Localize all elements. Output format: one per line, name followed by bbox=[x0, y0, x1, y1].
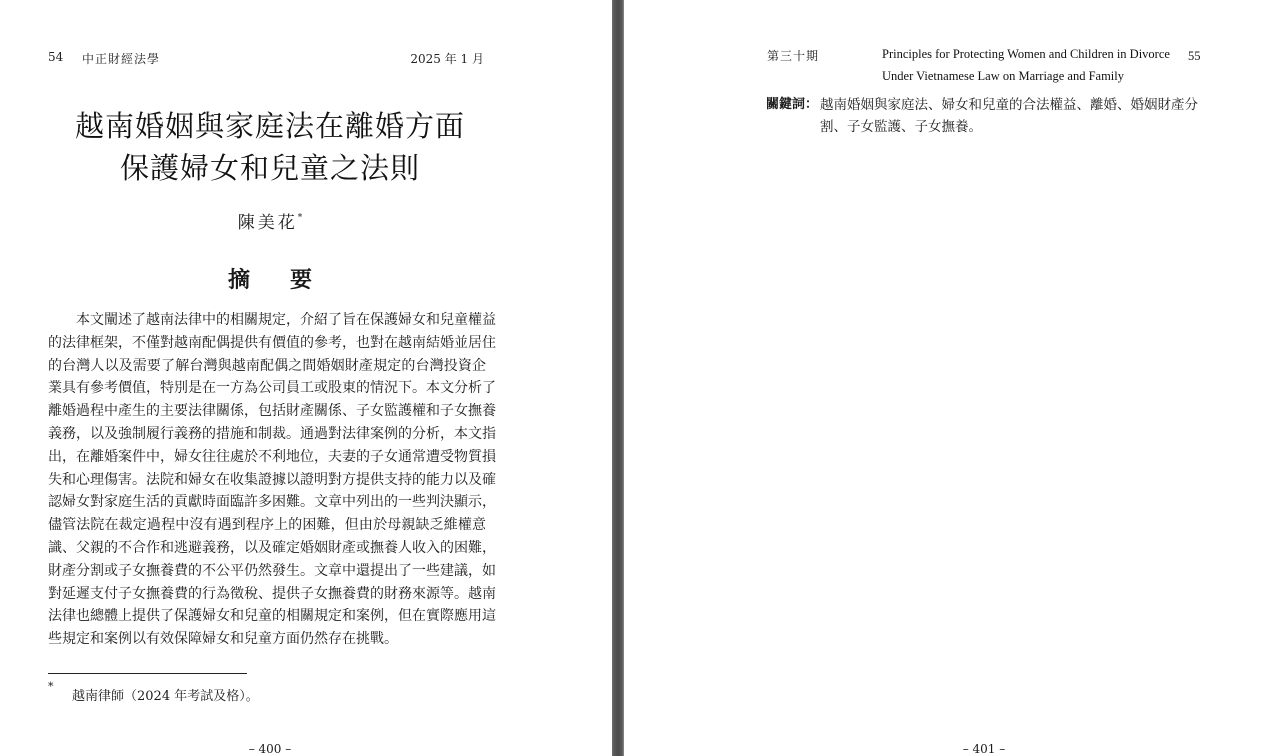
footnote-mark: * bbox=[48, 680, 54, 693]
abstract-line: 的台灣人以及需要了解台灣與越南配偶之間婚姻財產規定的台灣投資企 bbox=[48, 357, 486, 374]
author-name: 陳美花 bbox=[237, 213, 298, 233]
article-title-line-1: 越南婚姻與家庭法在離婚方面 bbox=[74, 109, 465, 143]
journal-name: 中正財經法學 bbox=[82, 52, 161, 66]
right-folio-text: – 401 – bbox=[962, 742, 1006, 756]
abstract-line: 些規定和案例以有效保障婦女和兒童方面仍然存在挑戰。 bbox=[48, 631, 398, 648]
abstract-line: 的法律框架，不僅對越南配偶提供有價值的參考，也對在越南結婚並居住 bbox=[48, 334, 496, 351]
abstract-heading: 摘要 bbox=[227, 268, 352, 293]
issue-number: 第三十期 bbox=[767, 49, 820, 63]
author-line bbox=[0, 208, 540, 233]
left-page-number: 54 bbox=[48, 50, 64, 64]
footnote-text: 越南律師（2024 年考試及格）。 bbox=[72, 689, 259, 704]
footnote-rule bbox=[48, 673, 247, 674]
left-page bbox=[0, 0, 612, 756]
running-title-line-2: Under Vietnamese Law on Marriage and Family bbox=[882, 69, 1124, 83]
keywords-line-2: 割、子女監護、子女撫養。 bbox=[820, 119, 982, 135]
abstract-line: 對延遲支付子女撫養費的行為徵稅、提供子女撫養費的財務來源等。越南 bbox=[48, 585, 496, 602]
abstract-line: 出，在離婚案件中，婦女往往處於不利地位，夫妻的子女通常遭受物質損 bbox=[48, 448, 496, 465]
running-title-line-1: Principles for Protecting Women and Children in Divorce bbox=[882, 47, 1170, 61]
article-title-line-2: 保護婦女和兒童之法則 bbox=[119, 151, 420, 185]
right-page-folio bbox=[624, 742, 1275, 756]
abstract-line: 離婚過程中產生的主要法律關係，包括財產關係、子女監護權和子女撫養 bbox=[48, 403, 496, 420]
right-page-number: 55 bbox=[1188, 49, 1201, 63]
abstract-line: 儘管法院在裁定過程中沒有遇到程序上的困難，但由於母親缺乏維權意 bbox=[48, 517, 486, 534]
abstract-line: 認婦女對家庭生活的貢獻時面臨許多困難。文章中列出的一些判決顯示， bbox=[48, 494, 496, 511]
keywords-label: 關鍵詞： bbox=[766, 97, 819, 112]
abstract-line: 失和心理傷害。法院和婦女在收集證據以證明對方提供支持的能力以及確 bbox=[48, 471, 496, 488]
page-gutter bbox=[612, 0, 624, 756]
abstract-line: 本文闡述了越南法律中的相關規定，介紹了旨在保護婦女和兒童權益 bbox=[76, 312, 496, 328]
issue-date: 2025 年 1 月 bbox=[410, 52, 484, 66]
right-page bbox=[624, 0, 1275, 756]
left-folio-text: – 400 – bbox=[248, 742, 292, 756]
author-footnote-mark: * bbox=[297, 213, 303, 223]
abstract-body bbox=[48, 309, 496, 651]
abstract-line: 識、父親的不合作和逃避義務，以及確定婚姻財產或撫養人收入的困難， bbox=[48, 539, 496, 556]
abstract-line: 業具有參考價值，特別是在一方為公司員工或股東的情況下。本文分析了 bbox=[48, 380, 496, 397]
abstract-line: 財產分割或子女撫養費的不公平仍然發生。文章中還提出了一些建議，如 bbox=[48, 562, 496, 579]
abstract-line: 法律也總體上提供了保護婦女和兒童的相關規定和案例，但在實際應用這 bbox=[48, 608, 496, 625]
abstract-line: 義務，以及強制履行義務的措施和制裁。通過對法律案例的分析，本文指 bbox=[48, 425, 496, 442]
left-page-folio bbox=[0, 742, 540, 756]
keywords-line-1: 越南婚姻與家庭法、婦女和兒童的合法權益、離婚、婚姻財產分 bbox=[820, 97, 1198, 113]
